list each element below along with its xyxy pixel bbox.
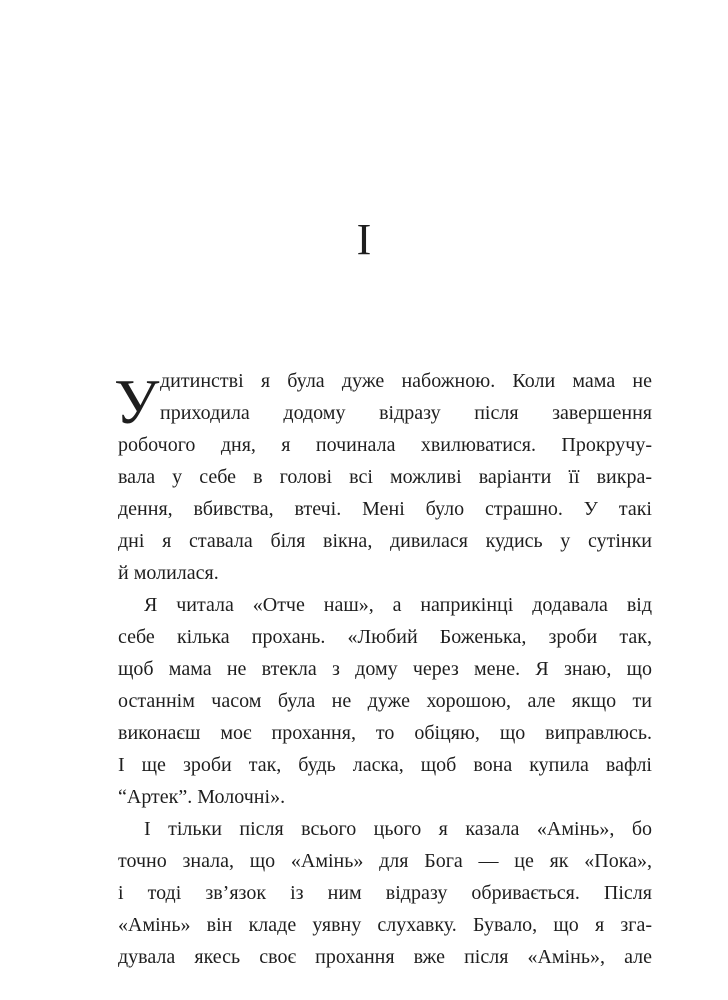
text-line: “Артек”. Молочні».: [118, 786, 286, 808]
text-line: вала у себе в голові всі можливі варіанти її викра-: [118, 466, 652, 488]
text-line: робочого дня, я починала хвилюватися. Прокручу-: [118, 434, 652, 456]
text-line: дувала якесь своє прохання вже після «Амінь», але: [118, 946, 652, 968]
text-line: щоб мама не втекла з дому через мене. Я знаю, що: [118, 658, 652, 680]
text-line: І ще зроби так, будь ласка, щоб вона купила вафлі: [118, 754, 652, 776]
text-line: дення, вбивства, втечі. Мені було страшно. У такі: [118, 498, 652, 520]
text-line: точно знала, що «Амінь» для Бога — це як «Пока»,: [118, 850, 652, 872]
text-line: дні я ставала біля вікна, дивилася кудись у сутінки: [118, 530, 652, 552]
drop-cap: У: [114, 366, 160, 437]
text-line: і тоді зв’язок із ним відразу обривається. Після: [118, 882, 652, 904]
text-line: себе кілька прохань. «Любий Боженька, зроби так,: [118, 626, 652, 648]
chapter-number: I: [356, 215, 372, 264]
text-line: й молилася.: [118, 562, 219, 584]
text-line: І тільки після всього цього я казала «Амінь», бо: [144, 818, 652, 840]
text-line: «Амінь» він кладе уявну слухавку. Бувало, що я зга-: [118, 914, 652, 936]
text-line: приходила додому відразу після завершення: [160, 402, 652, 424]
text-line: Я читала «Отче наш», а наприкінці додавала від: [144, 594, 652, 616]
text-line: виконаєш моє прохання, то обіцяю, що виправлюсь.: [118, 722, 652, 744]
text-line: дитинстві я була дуже набожною. Коли мама не: [160, 370, 652, 392]
text-line: останнім часом була не дуже хорошою, але якщо ти: [118, 690, 652, 712]
